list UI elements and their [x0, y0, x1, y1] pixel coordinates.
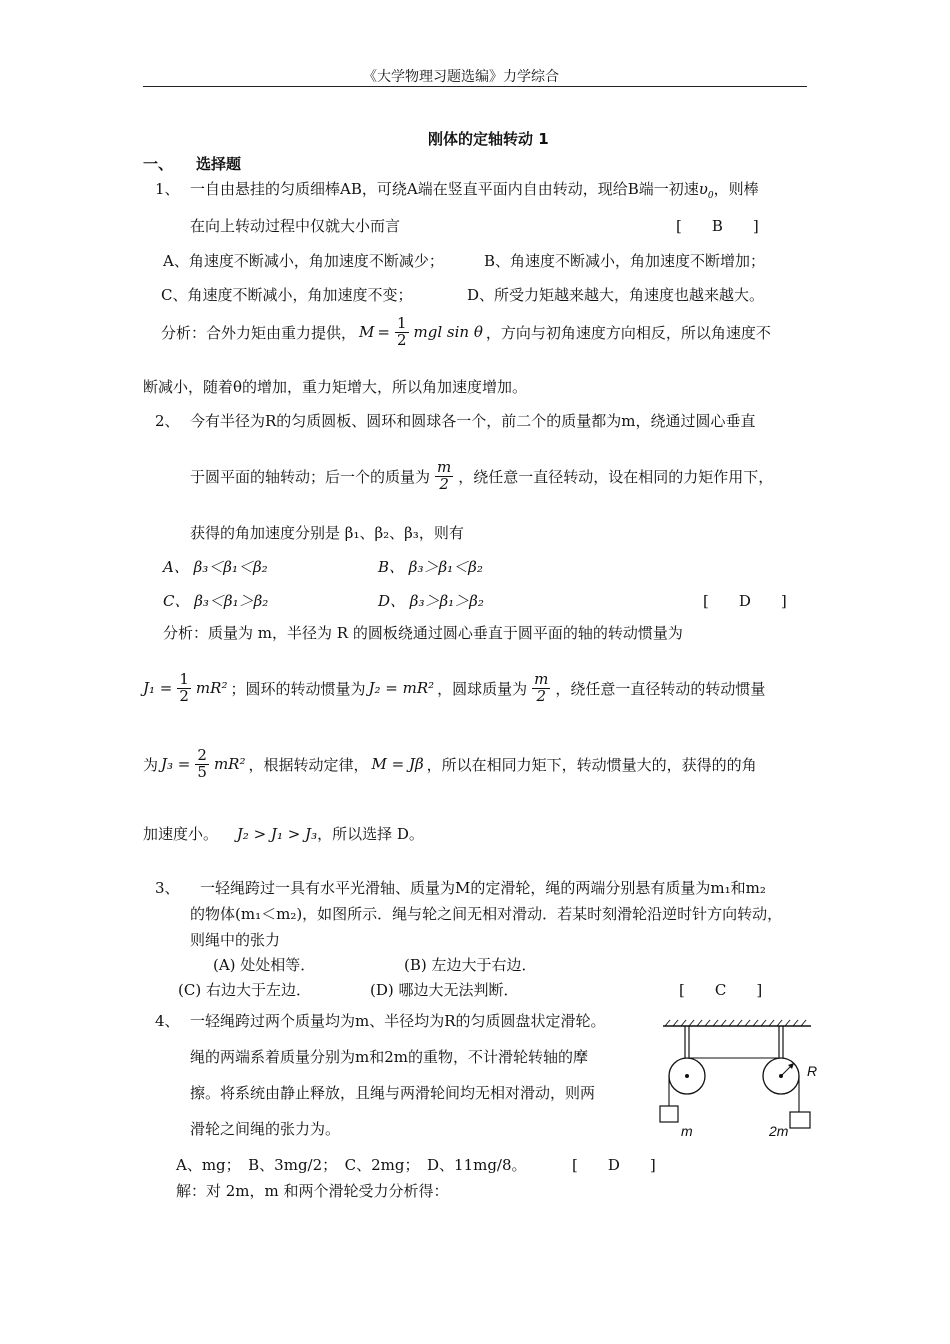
q4-answer: [ D ] — [572, 1156, 656, 1174]
q2-analysis-line2 — [143, 672, 765, 705]
q4-number: 4、 — [155, 1012, 180, 1030]
fraction-two-fifths: $\frac{2}{5}$ — [197, 746, 207, 781]
inertia-inequality: J₂ > J₁ > J₃ — [236, 825, 318, 843]
q2-option-d: D、 β₃＞β₁＞β₂ — [378, 592, 484, 610]
q1-analysis-line2: 断减小，随着θ的增加，重力矩增大，所以角加速度增加。 — [143, 378, 528, 396]
fraction-m-over-2-b: $\frac{m}{2}$ — [534, 670, 549, 705]
q3-answer: [ C ] — [679, 981, 763, 999]
radius-label: R — [807, 1063, 818, 1079]
q3-option-a: (A) 处处相等． — [213, 956, 316, 974]
q2-answer: [ D ] — [703, 592, 787, 610]
q1-answer: [ B ] — [676, 217, 759, 235]
q2-line3: 获得的角加速度分别是 β₁、β₂、β₃，则有 — [190, 524, 464, 542]
header-rule — [143, 86, 807, 87]
j1-tail: mR² — [195, 679, 228, 698]
q2-line2 — [190, 460, 773, 493]
mass-2m-block — [790, 1112, 810, 1128]
j3-tail: mR² — [213, 755, 246, 774]
q2-line1: 今有半径为R的匀质圆板、圆环和圆球各一个，前二个的质量都为m，绕通过圆心垂直 — [190, 412, 756, 430]
pulley-diagram — [655, 1018, 820, 1140]
j1-label: J₁ = — [143, 679, 173, 698]
q3-option-d: (D) 哪边大无法判断． — [370, 981, 519, 999]
j2-expr: J₂ = mR² — [368, 679, 435, 698]
mass-m-label: m — [681, 1123, 693, 1139]
mass-2m-label: 2m — [769, 1123, 789, 1139]
q2-analysis-line4 — [143, 823, 424, 844]
q4-solution: 解：对 2m，m 和两个滑轮受力分析得： — [176, 1182, 449, 1200]
equals-sign: = — [377, 323, 390, 342]
q1-option-d: D、所受力矩越来越大，角速度也越来越大。 — [467, 286, 765, 304]
q2-option-b: B、 β₃＞β₁＜β₂ — [378, 558, 483, 576]
q1-option-a: A、角速度不断减小，角加速度不断减少； — [163, 252, 444, 270]
q3-option-b: (B) 左边大于右边． — [404, 956, 537, 974]
section-title: 选择题 — [196, 155, 242, 173]
q3-number: 3、 — [155, 879, 180, 897]
q1-analysis-tail: ，方向与初角速度方向相反，所以角速度不 — [485, 323, 771, 342]
sphere-tail: ，绕任意一直径转动的转动惯量 — [555, 679, 766, 698]
q1-line2: 在向上转动过程中仅就大小而言 — [190, 217, 401, 235]
q4-options: A、mg； B、3mg/2； C、2mg； D、11mg/8。 — [176, 1156, 527, 1174]
q2-option-a: A、 β₃＜β₁＜β₂ — [163, 558, 268, 576]
j3-pre: 为 — [143, 755, 159, 774]
q1-analysis-text: 分析：合外力矩由重力提供， — [161, 323, 357, 342]
ceiling-hatch — [665, 1020, 806, 1026]
torque-expression: mgl sin θ — [413, 323, 483, 342]
q2-line2-tail: ，绕任意一直径转动，设在相同的力矩作用下， — [458, 467, 774, 486]
running-header: 《大学物理习题选编》力学综合 — [363, 69, 559, 85]
q2-conclusion-pre: 加速度小。 — [143, 825, 219, 843]
q4-line3: 擦。将系统由静止释放，且绳与两滑轮间均无相对滑动，则两 — [190, 1084, 596, 1102]
v0-symbol: υ — [698, 180, 708, 198]
rotation-law-tail: ，所以在相同力矩下，转动惯量大的，获得的的角 — [426, 755, 757, 774]
fraction-half-j1: $\frac{1}{2}$ — [179, 670, 189, 705]
q2-number: 2、 — [155, 412, 180, 430]
sphere-text: ，圆球质量为 — [437, 679, 528, 698]
mass-m-block — [660, 1106, 678, 1122]
q2-line2-text: 于圆平面的轴转动；后一个的质量为 — [190, 467, 431, 486]
q3-option-c: (C) 右边大于左边． — [178, 981, 311, 999]
moment-symbol: M — [359, 323, 375, 342]
v0-sub: 0 — [707, 191, 714, 201]
q1-option-c: C、角速度不断减小，角加速度不变； — [161, 286, 413, 304]
fraction-m-over-2: $\frac{m}{2}$ — [437, 458, 452, 493]
q3-line3: 则绳中的张力 — [190, 931, 281, 949]
q1-line1 — [190, 178, 759, 201]
fraction-half: $\frac{1}{2}$ — [396, 314, 407, 349]
q3-line2: 的物体(m₁＜m₂)，如图所示．绳与轮之间无相对滑动．若某时刻滑轮沿逆时针方向转动， — [190, 905, 783, 923]
rotation-law-expr: M = Jβ — [371, 755, 424, 774]
j3-label: J₃ = — [161, 755, 191, 774]
q4-line2: 绳的两端系着质量分别为m和2m的重物，不计滑轮转轴的摩 — [190, 1048, 588, 1066]
q2-option-c: C、 β₃＜β₁＞β₂ — [163, 592, 269, 610]
ring-text: ；圆环的转动惯量为 — [230, 679, 366, 698]
q1-text: 一自由悬挂的匀质细棒AB，可绕A端在竖直平面内自由转动，现给B端一初速 — [190, 180, 699, 198]
q1-analysis-line1 — [161, 316, 771, 349]
page-title: 刚体的定轴转动 1 — [428, 130, 549, 148]
section-number: 一、 — [143, 155, 174, 173]
q1-option-b: B、角速度不断减小，角加速度不断增加； — [484, 252, 766, 270]
q1-text-tail: ，则棒 — [713, 180, 759, 198]
q2-analysis-line3 — [143, 748, 757, 781]
q3-line1: 一轻绳跨过一具有水平光滑轴、质量为M的定滑轮，绳的两端分别悬有质量为m₁和m₂ — [200, 879, 766, 897]
rotation-law-text: ，根据转动定律， — [248, 755, 369, 774]
q1-number: 1、 — [155, 180, 180, 198]
q2-analysis-line1: 分析：质量为 m，半径为 R 的圆板绕通过圆心垂直于圆平面的轴的转动惯量为 — [163, 624, 683, 642]
q4-line4: 滑轮之间绳的张力为。 — [190, 1120, 341, 1138]
q4-line1: 一轻绳跨过两个质量均为m、半径均为R的匀质圆盘状定滑轮。 — [190, 1012, 606, 1030]
q2-conclusion-post: ，所以选择 D。 — [317, 825, 424, 843]
